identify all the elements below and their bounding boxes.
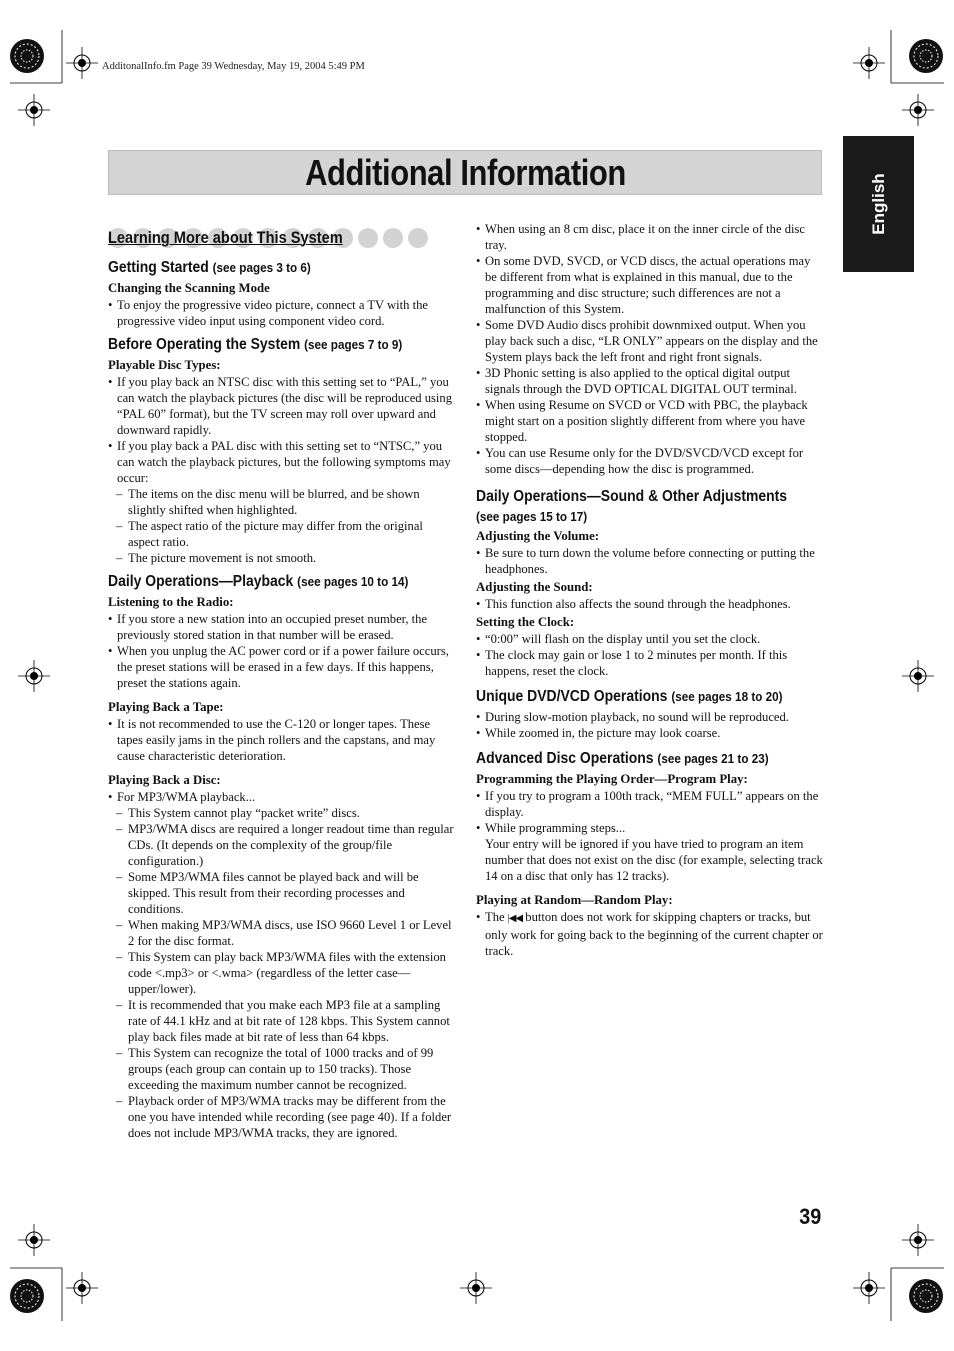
heading-unique-dvd-vcd: Unique DVD/VCD Operations (see pages 18 to 20) — [476, 688, 783, 705]
list-item: • When you unplug the AC power cord or if a power failure occurs, the preset stations will be erased in a few days. If this happens, preset the stations again. — [108, 643, 454, 691]
subheading-disc: Playing Back a Disc: — [108, 773, 221, 787]
section-header — [108, 226, 454, 250]
heading-sound-adjustments: Daily Operations—Sound & Other Adjustments — [476, 488, 788, 505]
list-item: • While programming steps... Your entry will be ignored if you have tried to program an item number that does not exist on the disc (for example, selecting track 14 on a disc that only has 12 tracks). — [476, 820, 824, 884]
list-item: – When making MP3/WMA discs, use ISO 9660 Level 1 or Level 2 for the disc format. — [108, 917, 454, 949]
list-item: • For MP3/WMA playback... — [108, 789, 454, 805]
language-tab-label: English — [868, 173, 888, 235]
subheading-clock: Setting the Clock: — [476, 615, 575, 629]
list-random-play — [476, 909, 824, 959]
list-unique — [476, 709, 824, 741]
subheading-playable-disc-types: Playable Disc Types: — [108, 358, 221, 372]
list-volume — [476, 545, 824, 577]
subheading-tape: Playing Back a Tape: — [108, 700, 224, 714]
list-tape — [108, 716, 454, 764]
list-radio — [108, 611, 454, 691]
heading-playback: Daily Operations—Playback (see pages 10 to 14) — [108, 573, 409, 590]
list-program-play — [476, 788, 824, 884]
subheading-sound: Adjusting the Sound: — [476, 580, 593, 594]
list-item: • You can use Resume only for the DVD/SVCD/VCD except for some discs—depending how the disc is programmed. — [476, 445, 824, 477]
subheading-random-play: Playing at Random—Random Play: — [476, 893, 673, 907]
list-item: • If you play back a PAL disc with this setting set to “NTSC,” you can watch the playback pictures, but the following symptoms may occur: — [108, 438, 454, 486]
heading-before-operating: Before Operating the System (see pages 7 to 9) — [108, 336, 403, 353]
list-item: – MP3/WMA discs are required a longer readout time than regular CDs. (It depends on the complexity of the group/file configuration.) — [108, 821, 454, 869]
list-item: – This System cannot play “packet write” discs. — [108, 805, 454, 821]
list-item: • When using an 8 cm disc, place it on the inner circle of the disc tray. — [476, 221, 824, 253]
subheading-program-play: Programming the Playing Order—Program Play: — [476, 772, 748, 786]
right-column — [476, 221, 824, 961]
list-item: – The picture movement is not smooth. — [108, 550, 454, 566]
list-item: • It is not recommended to use the C-120 or longer tapes. These tapes easily jams in the pinch rollers and the capstans, and may cause characteristic deterioration. — [108, 716, 454, 764]
list-item: – The items on the disc menu will be blurred, and be shown slightly shifted when highlighted. — [108, 486, 454, 518]
list-item: • “0:00” will flash on the display until you set the clock. — [476, 631, 824, 647]
subheading-scanning-mode: Changing the Scanning Mode — [108, 281, 270, 295]
list-item: • 3D Phonic setting is also applied to the optical digital output signals through the DVD OPTICAL DIGITAL OUT terminal. — [476, 365, 824, 397]
list-item: – Playback order of MP3/WMA tracks may be different from the one you have intended while recording (see page 40). If a folder does not include MP3/WMA tracks, they are ignored. — [108, 1093, 454, 1141]
list-disc-notes — [476, 221, 824, 477]
skip-back-icon: |◀◀ — [507, 913, 523, 924]
left-column — [108, 226, 454, 1143]
heading-advanced-disc: Advanced Disc Operations (see pages 21 to 23) — [476, 750, 769, 767]
list-item: • The |◀◀ button does not work for skipping chapters or tracks, but only work for going back to the beginning of the current chapter or track. — [476, 909, 824, 959]
list-disc — [108, 789, 454, 1141]
sound-adjustments-ref: (see pages 15 to 17) — [476, 509, 588, 524]
list-item: • To enjoy the progressive video picture, connect a TV with the progressive video input using component video cord. — [108, 297, 454, 329]
section-title: Learning More about This System — [108, 228, 343, 247]
list-item: • The clock may gain or lose 1 to 2 minutes per month. If this happens, reset the clock. — [476, 647, 824, 679]
list-sound — [476, 596, 824, 612]
page-title: Additional Information — [304, 151, 626, 193]
list-clock — [476, 631, 824, 679]
list-item: – This System can play back MP3/WMA files with the extension code <.mp3> or <.wma> (regardless of the letter case—upper/lower). — [108, 949, 454, 997]
list-item: • If you store a new station into an occupied preset number, the previously stored station in that number will be erased. — [108, 611, 454, 643]
list-item: – Some MP3/WMA files cannot be played back and will be skipped. This result from their recording processes and conditions. — [108, 869, 454, 917]
title-bar — [108, 150, 822, 195]
list-item: – The aspect ratio of the picture may differ from the original aspect ratio. — [108, 518, 454, 550]
list-scanning-mode — [108, 297, 454, 329]
list-item: • If you play back an NTSC disc with this setting set to “PAL,” you can watch the playback pictures (the disc will be reproduced using “PAL 60” format), but the TV screen may roll over upward and downward rapidly. — [108, 374, 454, 438]
list-item: • Some DVD Audio discs prohibit downmixed output. When you play back such a disc, “LR ONLY” appears on the display and the System plays back the left front and right front signals. — [476, 317, 824, 365]
list-item: • During slow-motion playback, no sound will be reproduced. — [476, 709, 824, 725]
page-number: 39 — [799, 1204, 822, 1229]
subheading-volume: Adjusting the Volume: — [476, 529, 600, 543]
list-item: • If you try to program a 100th track, “MEM FULL” appears on the display. — [476, 788, 824, 820]
list-item: • While zoomed in, the picture may look coarse. — [476, 725, 824, 741]
list-item: – It is recommended that you make each MP3 file at a sampling rate of 44.1 kHz and at bit rate of 128 kbps. This System cannot play back files made at bit rate of less than 64 kbps. — [108, 997, 454, 1045]
list-item: • This function also affects the sound through the headphones. — [476, 596, 824, 612]
list-item: • When using Resume on SVCD or VCD with PBC, the playback might start on a position slightly different from where you have stopped. — [476, 397, 824, 445]
heading-getting-started: Getting Started (see pages 3 to 6) — [108, 259, 311, 276]
list-playable-disc-types — [108, 374, 454, 566]
language-tab — [843, 136, 914, 272]
subheading-radio: Listening to the Radio: — [108, 595, 234, 609]
list-item: – This System can recognize the total of 1000 tracks and of 99 groups (each group can contain up to 150 tracks). Those exceeding the maximum number cannot be recognized. — [108, 1045, 454, 1093]
list-item: • Be sure to turn down the volume before connecting or putting the headphones. — [476, 545, 824, 577]
file-header: AdditonalInfo.fm Page 39 Wednesday, May 19, 2004 5:49 PM — [102, 61, 365, 72]
list-item: • On some DVD, SVCD, or VCD discs, the actual operations may be different from what is explained in this manual, due to the programming and disc structure; such differences are not a malfunction of this System. — [476, 253, 824, 317]
